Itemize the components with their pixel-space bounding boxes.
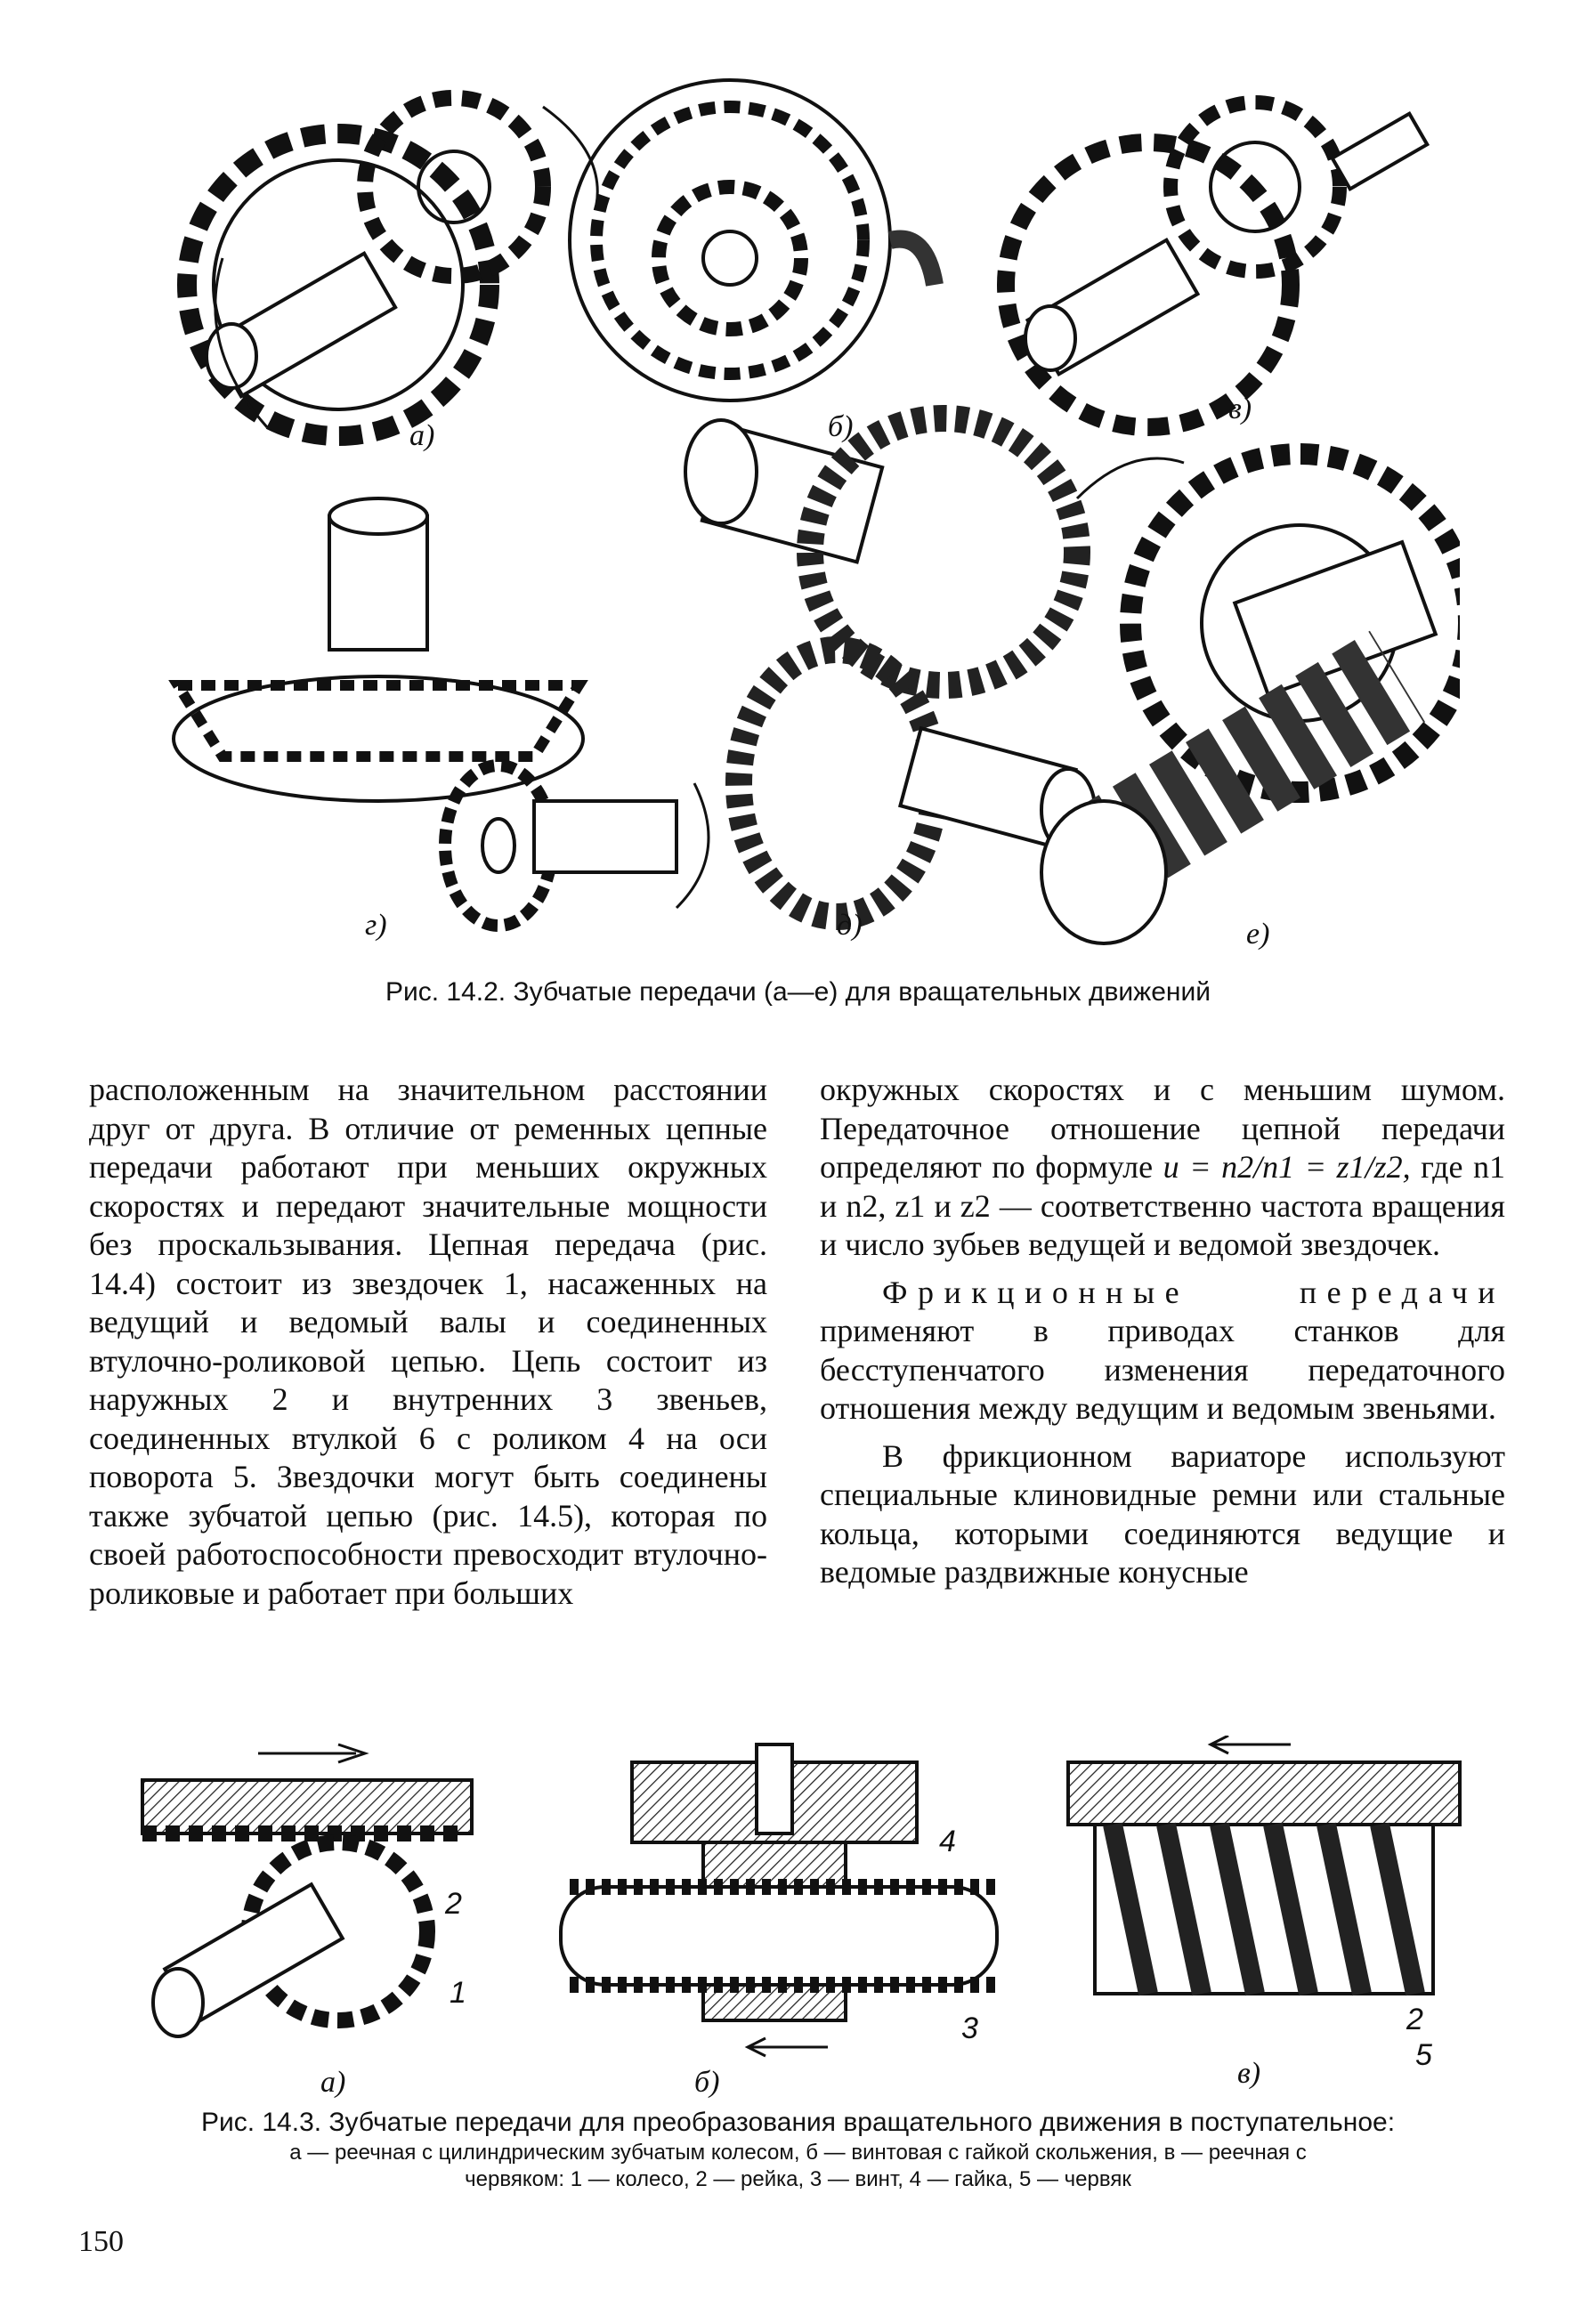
figure-14-3 [134,1736,1487,2109]
right-column-paragraph-2 [820,1274,1505,1429]
rack-worm-v [1068,1736,1460,1994]
figure-14-2-drawing [160,53,1460,970]
fig-14-2-label-b: б) [828,410,854,443]
fig-14-3-label-b: б) [694,2066,720,2099]
fig-14-3-number-1: 1 [450,1976,466,2010]
right-p1-text: окружных скоростях и с меньшим шумом. Передаточное отношение цепной передачи определяют по формуле [820,1072,1505,1185]
figure-14-3-caption: Рис. 14.3. Зубчатые передачи для преобразования вращательного движения в поступательное: [200,2108,1396,2137]
right-column-paragraph-3: В фрикционном вариаторе используют специальные клиновидные ремни или стальные кольца, которыми соединяются ведущие и ведомые раздвижные конусные [820,1437,1505,1590]
gear-ratio-formula: u = n2/n1 = z1/z2, [1163,1149,1411,1185]
helical-gears-d [685,418,1095,917]
left-column-paragraph: расположенным на значительном расстоянии друг от друга. В отличие от ременных цепные передачи работают при меньших окружных скоростях и передают значительные мощности без проскальзывания. Цепная передача (рис. 14.4) состоит из звездочек 1, насаженных на ведущий и ведомый валы и соединенных втулочно-роликовой цепью. Цепь состоит из наружных 2 и внутренних 3 звеньев, соединенных втулкой 6 с роликом 4 на оси поворота 5. Звездочки могут быть соединены также зубчатой цепью (рис. 14.5), которая по своей работоспособности превосходит втулочно-роликовые и работает при больших [89,1072,767,1611]
figure-14-3-caption-line-2: а — реечная с цилиндрическим зубчатым колесом, б — винтовая с гайкой скольжения, в — реечная с [289,2141,1307,2165]
fig-14-3-number-2-worm: 2 [1406,2003,1423,2036]
figure-14-2-caption: Рис. 14.2. Зубчатые передачи (а—е) для вращательных движений [385,977,1211,1007]
friction-gears-term: Фрикционные передачи [882,1274,1505,1310]
left-column [89,1071,767,1613]
fig-14-3-number-2-rack: 2 [445,1887,462,1921]
figure-14-3-drawing [134,1736,1487,2109]
gear-pair-a [187,98,597,436]
fig-14-2-label-a: а) [409,419,435,452]
fig-14-2-label-v: в) [1228,393,1252,425]
bevel-gears-g [174,498,709,926]
page-number: 150 [78,2225,124,2258]
fig-14-2-label-d: д) [837,909,863,942]
right-column-paragraph-1 [820,1071,1505,1265]
fig-14-3-label-v: в) [1237,2057,1261,2090]
fig-14-2-label-e: е) [1246,918,1270,951]
worm-gear-e [1041,454,1460,943]
gear-pair-b [570,80,935,401]
gear-pair-v [1006,102,1427,427]
screw-nut-b [561,1744,997,2056]
fig-14-3-label-a: а) [320,2066,346,2099]
figure-14-2 [160,53,1460,970]
figure-14-3-caption-line-3: червяком: 1 — колесо, 2 — рейка, 3 — винт, 4 — гайка, 5 — червяк [465,2167,1131,2191]
right-p2-rest: применяют в приводах станков для бесступенчатого изменения передаточного отношения между ведущим и ведомым звеньями. [820,1313,1505,1426]
rack-pinion-a [142,1744,472,2036]
right-column [820,1071,1505,1592]
fig-14-2-label-g: г) [365,909,387,942]
right-p1-rest: где n1 и n2, z1 и z2 — соответственно частота вращения и число зубьев ведущей и ведомой звездочек. [820,1149,1506,1262]
fig-14-3-number-4: 4 [939,1825,956,1858]
fig-14-3-number-5: 5 [1415,2038,1432,2072]
fig-14-3-number-3: 3 [961,2011,978,2045]
